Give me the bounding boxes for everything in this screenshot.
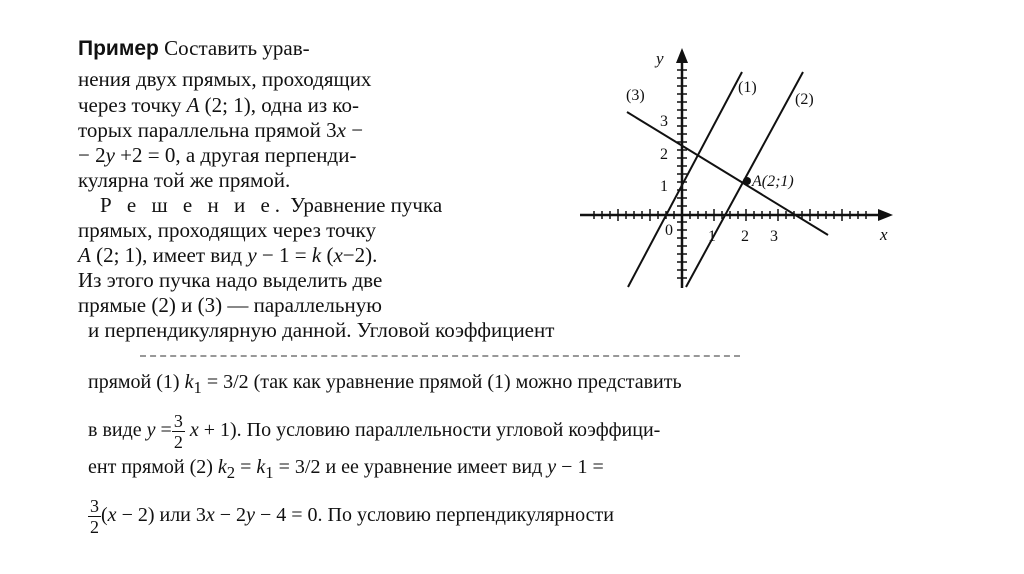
y-tick-label-1: 1 (660, 178, 668, 195)
fraction-denominator: 2 (173, 431, 183, 452)
text-fragment: = (235, 456, 257, 478)
line-2-label: (2) (795, 91, 814, 108)
math-var: x (205, 504, 215, 526)
text-line-12 (88, 318, 554, 342)
math-var: A (186, 93, 200, 117)
text-fragment: = (155, 419, 172, 441)
x-tick-label-3: 3 (770, 228, 778, 245)
text-fragment: через точку (78, 93, 187, 117)
text-line-9 (78, 243, 377, 267)
text-fragment: в виде (88, 419, 147, 441)
math-var: A (78, 243, 91, 267)
text-line-8 (78, 218, 376, 242)
y-tick-label-2: 2 (660, 146, 668, 163)
point-a-marker (743, 177, 751, 185)
math-var: y (247, 243, 257, 267)
text-fragment: = 3/2 и ее уравнение имеет вид (273, 456, 548, 478)
text-line-4 (78, 118, 363, 142)
text-fragment: − 1 = (556, 456, 604, 478)
math-var: y (105, 143, 115, 167)
text-fragment: − 2) или 3 (116, 504, 206, 526)
y-axis-label: y (656, 49, 664, 68)
solution-heading: Р е ш е н и е. (100, 193, 286, 217)
line-3-label: (3) (626, 87, 645, 104)
text-line-11 (78, 293, 382, 317)
text-line-16 (88, 490, 614, 540)
text-fragment: прямой (1) (88, 371, 185, 393)
fraction-numerator: 3 (173, 410, 183, 431)
text-line-5 (78, 143, 356, 167)
fraction-numerator: 3 (90, 495, 99, 516)
text-fragment: +2 = 0, а другая перпенди- (114, 143, 357, 167)
x-tick-label-2: 2 (741, 228, 749, 245)
text-line-13 (88, 370, 682, 400)
text-fragment: − (345, 118, 364, 142)
x-axis-label: x (880, 225, 888, 244)
text-fragment: Из этого пучка надо выделить две (78, 268, 383, 292)
text-fragment: ( (321, 243, 334, 267)
text-fragment: −2). (342, 243, 378, 267)
x-axis-arrow (878, 209, 893, 221)
text-fragment: + 1). По условию параллельности угловой коэффици- (198, 419, 661, 441)
text-fragment: Составить урав- (164, 36, 310, 60)
text-line-3 (78, 93, 359, 117)
math-var: k (311, 243, 322, 267)
math-var: x (189, 419, 199, 441)
math-var: y (146, 419, 156, 441)
math-var: k (256, 456, 266, 478)
text-fragment: ( (101, 504, 108, 526)
subscript: 1 (265, 463, 274, 482)
y-axis-arrow (676, 48, 688, 63)
text-line-14 (88, 405, 660, 455)
coordinate-figure (560, 40, 910, 310)
text-fragment: нения двух прямых, проходящих (78, 67, 372, 91)
text-fragment: прямых, проходящих через точку (78, 218, 376, 242)
fraction (172, 411, 185, 452)
text-fragment: − 1 = (256, 243, 312, 267)
text-line-7 (100, 193, 442, 217)
math-var: y (246, 504, 255, 526)
text-fragment: прямые (2) и (3) — параллельную (78, 293, 382, 317)
math-var: x (333, 243, 343, 267)
text-fragment: ент прямой (2) (88, 456, 218, 478)
text-fragment: (2; 1), имеет вид (90, 243, 248, 267)
text-fragment: кулярна той же прямой. (78, 168, 291, 192)
text-line-10 (78, 268, 382, 292)
text-fragment: − 4 = 0. По условию перпендикулярности (254, 504, 614, 526)
text-line-2 (78, 67, 371, 91)
math-var: x (336, 118, 346, 142)
origin-label: 0 (665, 222, 673, 239)
text-fragment: (2; 1), одна из ко- (199, 93, 360, 117)
text-fragment: − 2 (214, 504, 247, 526)
text-fragment: − 2 (78, 143, 106, 167)
math-var: k (184, 371, 194, 393)
line-1-label: (1) (738, 79, 757, 96)
text-fragment: = 3/2 (так как уравнение прямой (1) можно представить (201, 371, 682, 393)
text-fragment: торых параллельна прямой 3 (78, 118, 337, 142)
subscript: 2 (226, 463, 236, 482)
text-fragment: Уравнение пучка (285, 193, 443, 217)
math-var: k (217, 456, 227, 478)
text-fragment: и перпендикулярную данной. Угловой коэффициент (88, 318, 555, 342)
text-line-15 (88, 455, 604, 485)
math-var: x (107, 504, 117, 526)
line-3 (627, 112, 828, 235)
fraction (88, 496, 101, 537)
subscript: 1 (193, 378, 202, 397)
y-tick-label-3: 3 (660, 113, 668, 130)
fraction-denominator: 2 (90, 516, 99, 537)
math-var: y (547, 456, 557, 478)
scan-artifact-line (140, 355, 740, 361)
text-line-6 (78, 168, 290, 192)
example-heading: Пример (78, 37, 159, 60)
point-a-label: A(2;1) (752, 173, 794, 190)
text-line-1 (78, 36, 310, 61)
x-tick-label-1: 1 (708, 228, 716, 245)
